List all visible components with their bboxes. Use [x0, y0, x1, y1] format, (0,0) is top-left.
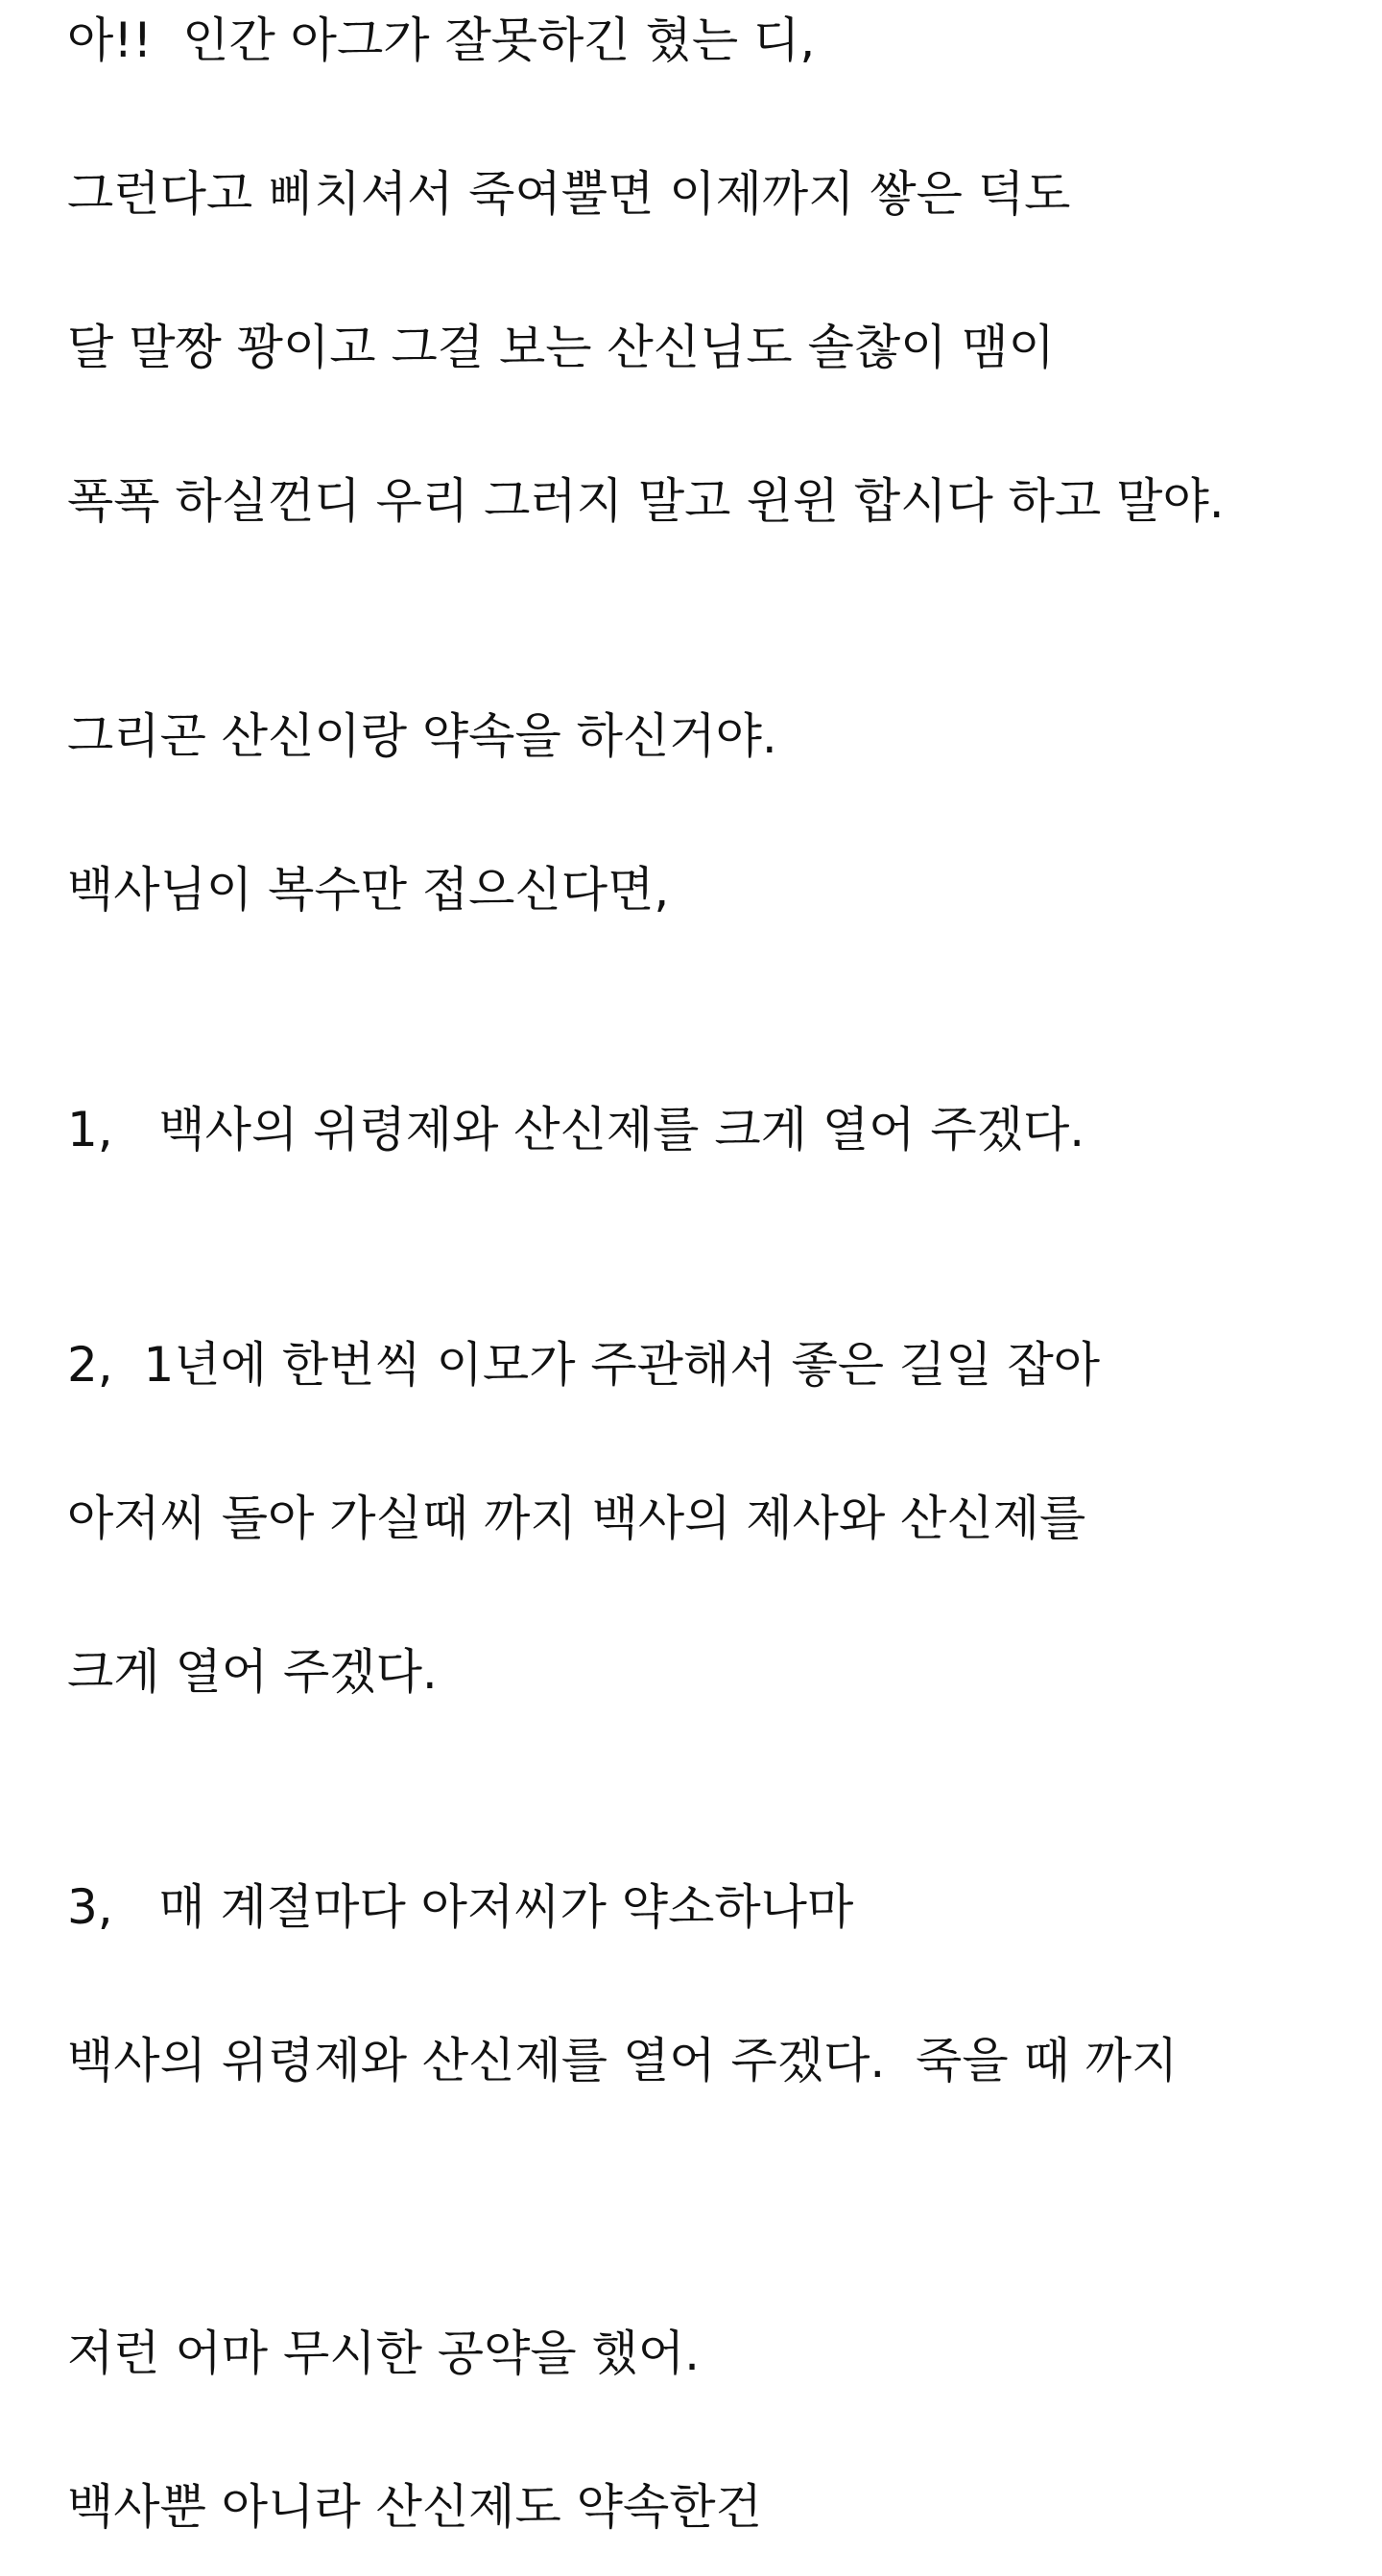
- text-line: 달 말짱 꽝이고 그걸 보는 산신님도 솔찮이 맴이: [67, 320, 1055, 375]
- text-line: 저런 어마 무시한 공약을 했어.: [67, 2326, 701, 2381]
- text-line: 2, 1년에 한번씩 이모가 주관해서 좋은 길일 잡아: [67, 1337, 1101, 1393]
- text-line: 백사뿐 아니라 산신제도 약속한건: [67, 2479, 762, 2535]
- text-line: 아저씨 돌아 가실때 까지 백사의 제사와 산신제를: [67, 1491, 1086, 1546]
- text-line: 폭폭 하실껀디 우리 그러지 말고 윈윈 합시다 하고 말야.: [67, 473, 1225, 529]
- text-line: 3, 매 계절마다 아저씨가 약소하나마: [67, 1879, 854, 1935]
- text-line: 아!! 인간 아그가 잘못하긴 혔는 디,: [67, 12, 816, 68]
- text-line: 1, 백사의 위령제와 산신제를 크게 열어 주겠다.: [67, 1102, 1085, 1157]
- text-line: 크게 열어 주겠다.: [67, 1644, 438, 1700]
- text-line: 백사의 위령제와 산신제를 열어 주겠다. 죽을 때 까지: [67, 2033, 1179, 2088]
- text-line: 그런다고 삐치셔서 죽여뿔면 이제까지 쌓은 덕도: [67, 166, 1071, 222]
- text-line: 백사님이 복수만 접으신다면,: [67, 862, 670, 918]
- text-line: 그리곤 산신이랑 약속을 하신거야.: [67, 708, 777, 764]
